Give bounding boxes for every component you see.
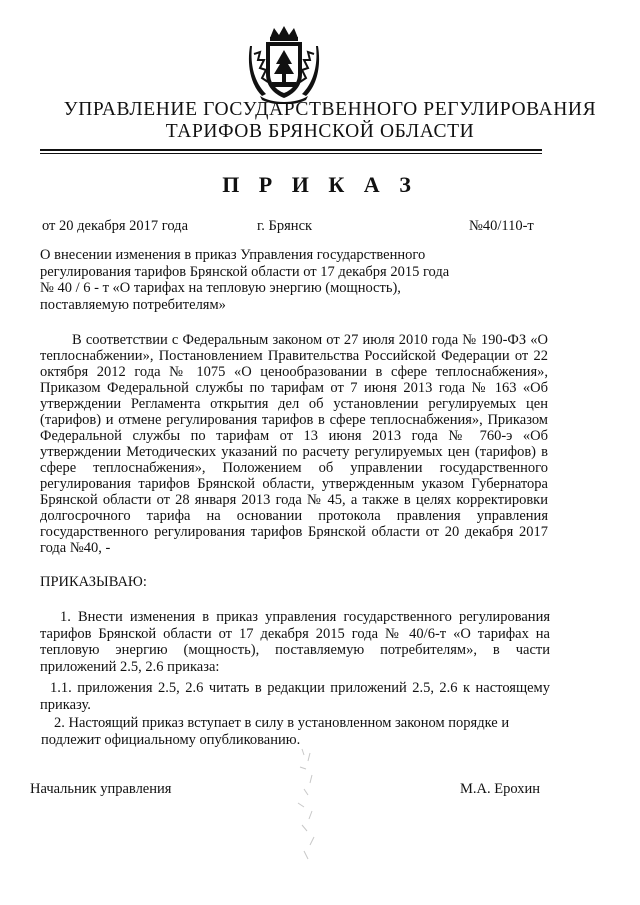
org-name-line2: ТАРИФОВ БРЯНСКОЙ ОБЛАСТИ	[165, 121, 475, 142]
header-divider-thin	[40, 153, 542, 154]
coat-of-arms-icon	[248, 24, 320, 104]
item-2	[40, 715, 548, 748]
faint-signature-mark	[282, 745, 342, 865]
order-city: г. Брянск	[257, 218, 313, 234]
document-title: П Р И К А З	[222, 172, 418, 197]
subject-line: регулирования тарифов Брянской области от 17 декабря 2015 года	[40, 263, 450, 280]
item-1: 1. Внести изменения в приказ управления государственного регулирования тарифов Брянской области от 17 декабря 2015 года № 40/6-т «О тарифах на тепловую энергию (мощность), поставляемую потребителям», в части приложений 2.5, 2.6 приказа:	[40, 609, 550, 675]
subject-line: О внесении изменения в приказ Управления государственного	[40, 247, 426, 263]
signatory-name: М.А. Ерохин	[460, 781, 541, 797]
header-divider-thick	[40, 149, 542, 151]
order-date: от 20 декабря 2017 года	[42, 218, 188, 234]
subject-line: № 40 / 6 - т «О тарифах на тепловую энергию (мощность),	[40, 280, 401, 296]
order-subject	[40, 247, 460, 313]
item-2-line2: подлежит официальному опубликованию.	[41, 731, 301, 748]
org-name-line1: УПРАВЛЕНИЕ ГОСУДАРСТВЕННОГО РЕГУЛИРОВАНИЯ	[63, 99, 597, 120]
item-2-line1: 2. Настоящий приказ вступает в силу в установленном законом порядке и	[54, 715, 510, 731]
decree-word: ПРИКАЗЫВАЮ:	[40, 574, 147, 590]
subject-line: поставляемую потребителям»	[40, 296, 226, 313]
preamble-text: В соответствии с Федеральным законом от 27 июля 2010 года № 190-ФЗ «О теплоснабжении», Постановлением Правительства Российской Федерации от 22 октября 2012 года № 1075 «О ценообразовании в сфере теплоснабжения», Приказом Федеральной службы по тарифам от 7 июня 2013 года № 163 «Об утверждении Регламента открытия дел об установлении регулируемых цен (тарифов) и отмене регулирования тарифов в сфере теплоснабжения», Приказом Федеральной службы по тарифам от 13 июня 2013 года № 760-э «Об утверждении Методических указаний по расчету регулируемых цен (тарифов) в сфере теплоснабжения», Положением об управлении государственного регулирования тарифов Брянской области, утвержденным указом Губернатора Брянской области от 28 января 2013 года № 45, а также в целях корректировки долгосрочного тарифа на основании протокола правления управления государственного регулирования тарифов Брянской области от 20 декабря 2017 года №40, -	[40, 332, 548, 556]
item-1-1: 1.1. приложения 2.5, 2.6 читать в редакции приложений 2.5, 2.6 к настоящему приказу.	[40, 680, 550, 713]
order-number: №40/110-т	[469, 218, 534, 234]
signatory-position: Начальник управления	[30, 781, 172, 797]
